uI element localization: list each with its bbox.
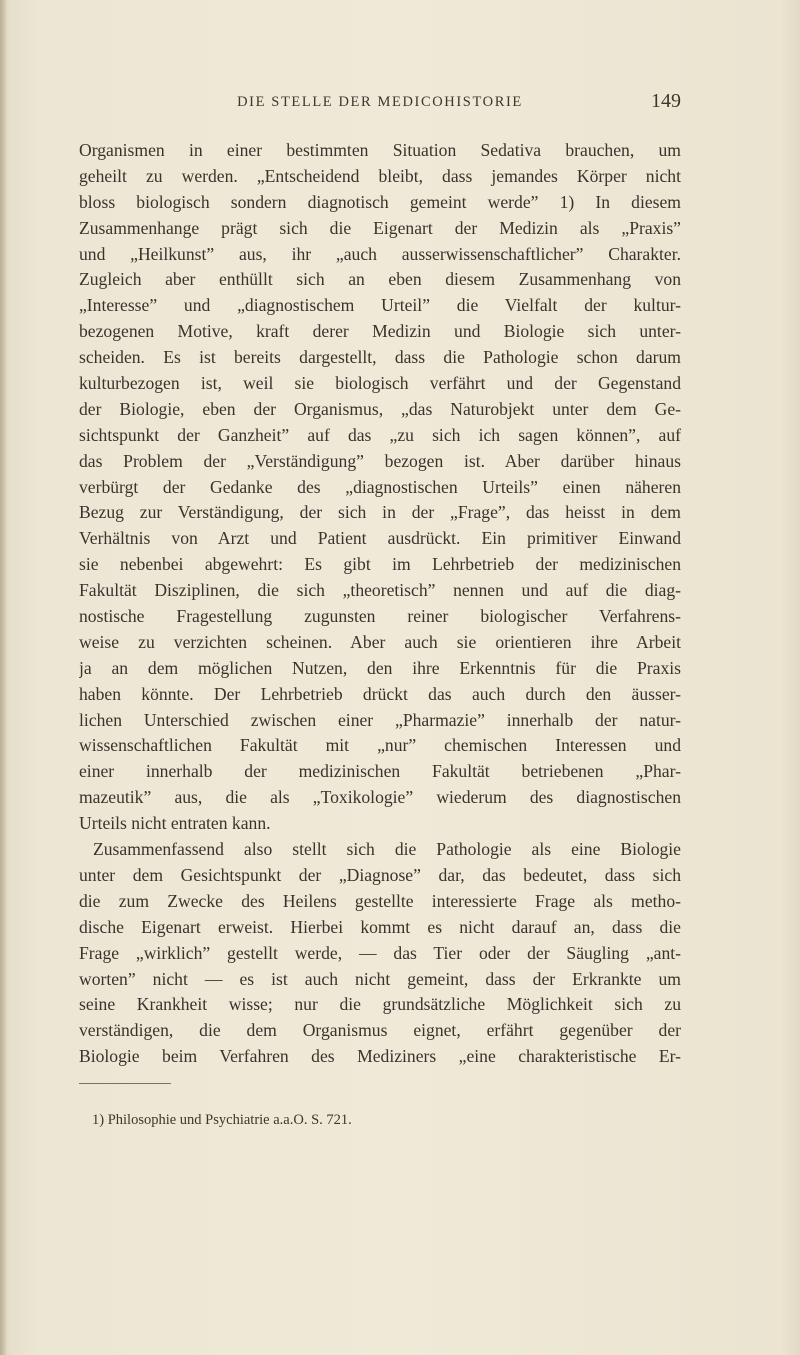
running-head: DIE STELLE DER MEDICOHISTORIE [237,94,523,110]
text-line: Biologie beim Verfahren des Mediziners „eine charakteristische Er- [79,1046,681,1067]
text-line: die zum Zwecke des Heilens gestellte interessierte Frage als metho- [79,890,681,911]
text-line: Organismen in einer bestimmten Situation Sedativa brauchen, um [79,140,681,160]
text-line: seine Krankheit wisse; nur die grundsätzliche Möglichkeit sich zu [79,994,681,1015]
text-line: verständigen, die dem Organismus eignet, erfährt gegenüber der [79,1020,681,1041]
footnote: 1) Philosophie und Psychiatrie a.a.O. S. 721. [92,1112,352,1128]
page-header [79,90,681,120]
text-line: kulturbezogen ist, weil sie biologisch verfährt und der Gegenstand [79,373,681,394]
text-line: Frage „wirklich” gestellt werde, — das Tier oder der Säugling „ant- [79,942,681,963]
text-line-paragraph-start: Zusammenfassend also stellt sich die Pathologie als eine Biologie [93,839,681,860]
text-line: lichen Unterschied zwischen einer „Pharmazie” innerhalb der natur- [79,709,681,730]
binding-edge [0,0,6,1355]
text-line: Zugleich aber enthüllt sich an eben diesem Zusammenhang von [79,269,681,290]
text-line: worten” nicht — es ist auch nicht gemeint, dass der Erkrankte um [79,968,681,989]
footnote-rule [79,1083,171,1084]
text-line: Bezug zur Verständigung, der sich in der „Frage”, das heisst in dem [79,502,681,523]
text-line: der Biologie, eben der Organismus, „das Naturobjekt unter dem Ge- [79,398,681,419]
text-line: weise zu verzichten scheinen. Aber auch sie orientieren ihre Arbeit [79,631,681,652]
text-line: sichtspunkt der Ganzheit” auf das „zu sich ich sagen können”, auf [79,424,681,445]
text-line: bloss biologisch sondern diagnotisch gemeint werde” 1) In diesem [79,191,681,212]
body-text [79,138,681,1070]
text-line: bezogenen Motive, kraft derer Medizin und Biologie sich unter- [79,321,681,342]
text-line: das Problem der „Verständigung” bezogen ist. Aber darüber hinaus [79,450,681,471]
text-line: wissenschaftlichen Fakultät mit „nur” chemischen Interessen und [79,735,681,756]
text-line: haben könnte. Der Lehrbetrieb drückt das auch durch den äusser- [79,683,681,704]
text-line: mazeutik” aus, die als „Toxikologie” wiederum des diagnostischen [79,787,681,808]
text-line: Fakultät Disziplinen, die sich „theoretisch” nennen und auf die diag- [79,580,681,601]
text-line: scheiden. Es ist bereits dargestellt, dass die Pathologie schon darum [79,347,681,368]
text-line: dische Eigenart erweist. Hierbei kommt es nicht darauf an, dass die [79,916,681,937]
text-line: unter dem Gesichtspunkt der „Diagnose” dar, das bedeutet, dass sich [79,864,681,885]
text-line: und „Heilkunst” aus, ihr „auch ausserwissenschaftlicher” Charakter. [79,243,681,264]
text-line: geheilt zu werden. „Entscheidend bleibt, dass jemandes Körper nicht [79,165,681,186]
text-line: ja an dem möglichen Nutzen, den ihre Erkenntnis für die Praxis [79,657,681,678]
text-line: sie nebenbei abgewehrt: Es gibt im Lehrbetrieb der medizinischen [79,554,681,575]
text-line: nostische Fragestellung zugunsten reiner biologischer Verfahrens- [79,606,681,627]
text-line: Zusammenhange prägt sich die Eigenart der Medizin als „Praxis” [79,217,681,238]
page-number: 149 [651,90,681,112]
text-line-paragraph-end: Urteils nicht entraten kann. [79,813,271,834]
text-line: Verhältnis von Arzt und Patient ausdrückt. Ein primitiver Einwand [79,528,681,549]
text-line: einer innerhalb der medizinischen Fakultät betriebenen „Phar- [79,761,681,782]
text-line: „Interesse” und „diagnostischem Urteil” die Vielfalt der kultur- [79,295,681,316]
text-line: verbürgt der Gedanke des „diagnostischen Urteils” einen näheren [79,476,681,497]
